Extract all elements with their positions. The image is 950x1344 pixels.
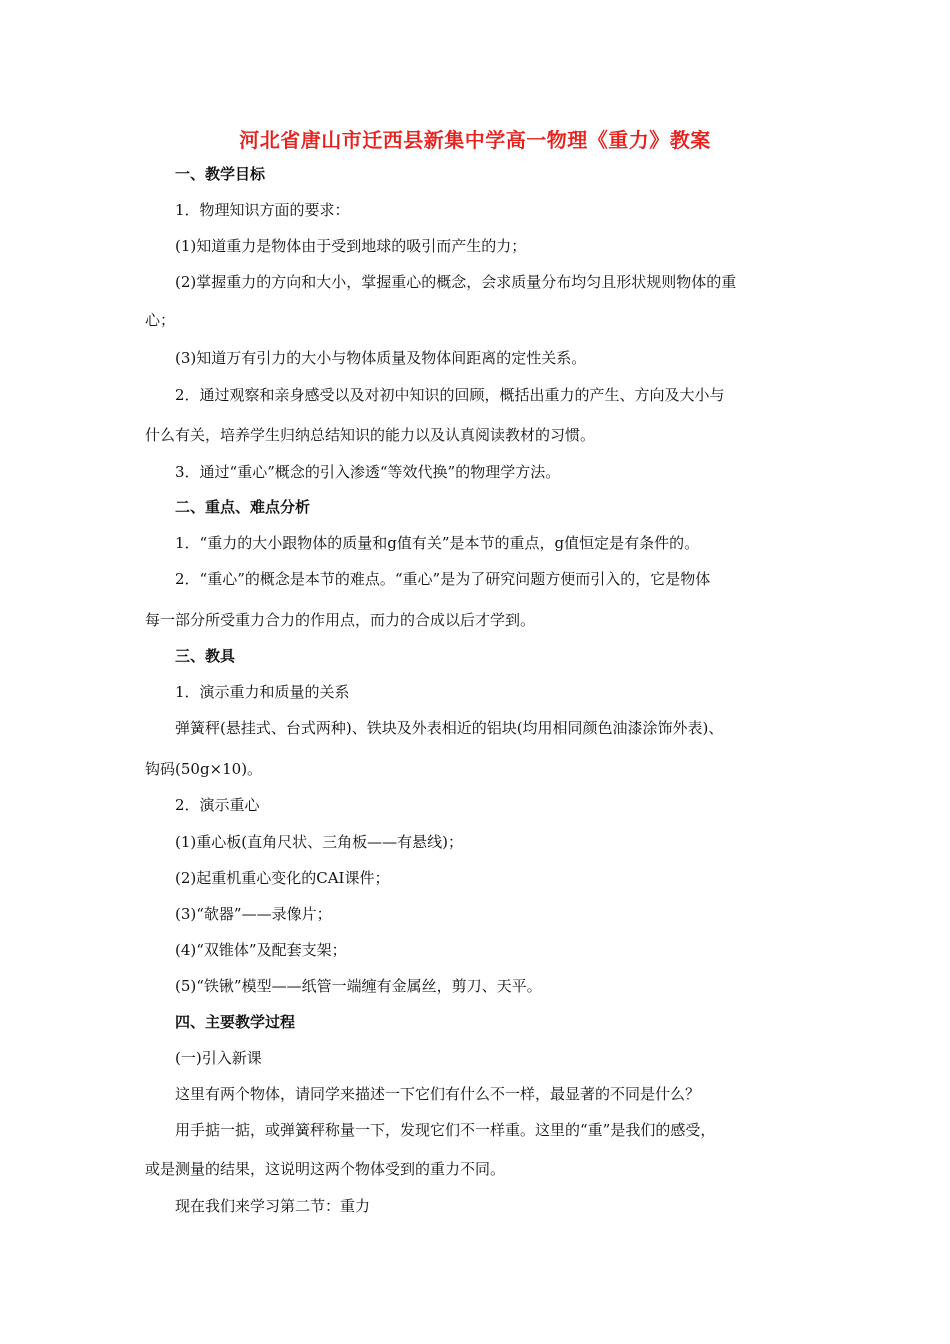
section-heading-objectives: 一、教学目标 <box>175 165 266 183</box>
paragraph: 这里有两个物体，请同学来描述一下它们有什么不一样，最显著的不同是什么？ <box>175 1085 701 1103</box>
paragraph: 2．通过观察和亲身感受以及对初中知识的回顾，概括出重力的产生、方向及大小与 <box>175 386 725 404</box>
paragraph: 1．“重力的大小跟物体的质量和g值有关”是本节的重点，g值恒定是有条件的。 <box>175 534 700 552</box>
paragraph: (3)知道万有引力的大小与物体质量及物体间距离的定性关系。 <box>175 349 587 367</box>
paragraph: 3．通过“重心”概念的引入渗透“等效代换”的物理学方法。 <box>175 463 561 481</box>
paragraph: (2)掌握重力的方向和大小，掌握重心的概念，会求质量分布均匀且形状规则物体的重 <box>175 273 737 291</box>
list-item: (1)重心板(直角尺状、三角板——有悬线)； <box>175 833 463 851</box>
paragraph: 用手掂一掂，或弹簧秤称量一下，发现它们不一样重。这里的“重”是我们的感受， <box>175 1121 716 1139</box>
list-item: (4)“双锥体”及配套支架； <box>175 941 347 959</box>
list-item: (5)“铁锹”模型——纸管一端缠有金属丝，剪刀、天平。 <box>175 977 542 995</box>
paragraph: 2．“重心”的概念是本节的难点。“重心”是为了研究问题方便而引入的，它是物体 <box>175 570 711 588</box>
section-heading-process: 四、主要教学过程 <box>175 1013 296 1031</box>
paragraph-continuation: 钩码(50g×10)。 <box>145 760 263 778</box>
paragraph: 1．物理知识方面的要求： <box>175 201 350 219</box>
paragraph-continuation: 心； <box>145 311 176 329</box>
paragraph: (1)知道重力是物体由于受到地球的吸引而产生的力； <box>175 237 527 255</box>
list-item: (2)起重机重心变化的CAI课件； <box>175 869 390 887</box>
paragraph: 弹簧秤(悬挂式、台式两种)、铁块及外表相近的铝块(均用相同颜色油漆涂饰外表)、 <box>175 719 724 737</box>
document-title: 河北省唐山市迁西县新集中学高一物理《重力》教案 <box>239 128 711 152</box>
paragraph: 2．演示重心 <box>175 796 260 814</box>
list-item: (3)“欹器”——录像片； <box>175 905 332 923</box>
paragraph-continuation: 什么有关，培养学生归纳总结知识的能力以及认真阅读教材的习惯。 <box>145 426 596 444</box>
section-heading-teaching-aids: 三、教具 <box>175 647 236 665</box>
paragraph: (一)引入新课 <box>175 1049 262 1067</box>
paragraph: 现在我们来学习第二节：重力 <box>175 1197 371 1215</box>
paragraph-continuation: 每一部分所受重力合力的作用点，而力的合成以后才学到。 <box>145 611 536 629</box>
section-heading-key-points: 二、重点、难点分析 <box>175 498 311 516</box>
paragraph: 1．演示重力和质量的关系 <box>175 683 350 701</box>
paragraph-continuation: 或是测量的结果，这说明这两个物体受到的重力不同。 <box>145 1160 506 1178</box>
